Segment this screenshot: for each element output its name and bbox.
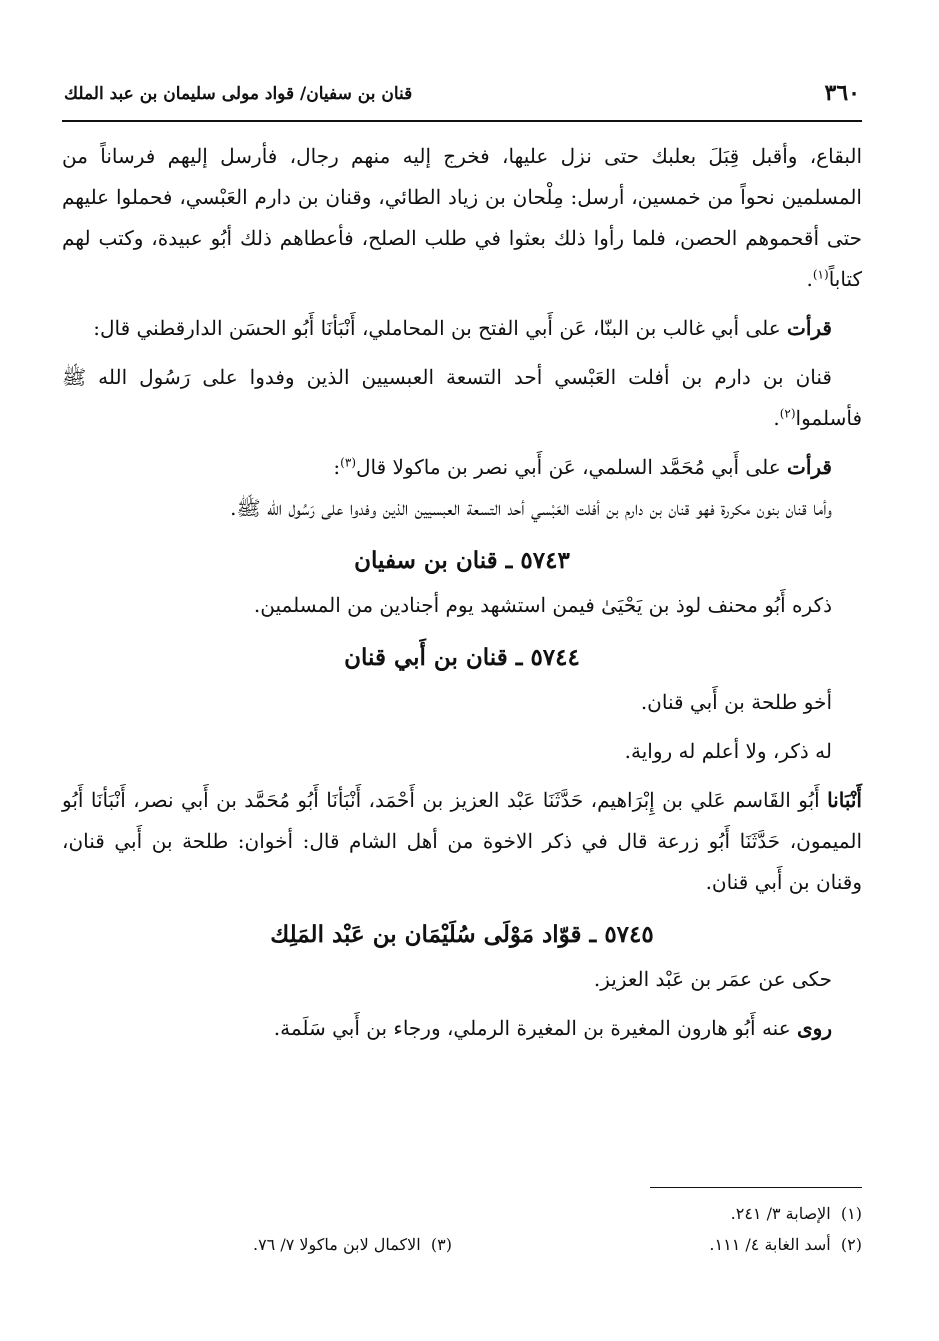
page-number: ٣٦٠ — [824, 80, 860, 106]
footnote-ref-3: (٣) — [340, 455, 356, 470]
running-header — [62, 78, 862, 122]
footnotes — [62, 1187, 862, 1260]
page-content — [62, 78, 862, 1049]
entry-5745-riwaya: روى عنه أَبُو هارون المغيرة بن المغيرة الرملي، ورجاء بن أَبي سَلَمة. — [273, 1016, 832, 1040]
paragraph-lead-word: قرأت — [787, 455, 832, 479]
entry-5744-line-1: أخو طلحة بن أَبي قنان. — [640, 690, 832, 714]
entry-5743-text: ذكره أَبُو محنف لوذ بن يَحْيَىٰ فيمن استشهد يوم أجنادين من المسلمين. — [253, 593, 832, 617]
paragraph-lead-word: أَنْبَانا — [827, 788, 862, 812]
footnote-1: (١) الإصابة ٣/ ٢٤١. — [730, 1204, 862, 1223]
footnote-2: (٢) أسد الغابة ٤/ ١١١. — [709, 1235, 862, 1254]
paragraph-makula-quote: وأما قنان بنون مكررة فهو قنان بن دارم بن أفلت العَبْسي أحد التسعة العبسيين الذين وفدوا على رَسُول الله ﷺ. — [230, 496, 832, 520]
running-title: قنان بن سفيان/ قواد مولى سليمان بن عبد الملك — [64, 84, 413, 104]
footnote-divider — [650, 1187, 862, 1188]
main-text — [62, 136, 862, 1049]
footnote-3: (٣) الاكمال لابن ماكولا ٧/ ٧٦. — [252, 1235, 452, 1254]
footnote-ref-2: (٢) — [779, 406, 796, 421]
footnote-ref-1: (١) — [812, 267, 829, 282]
entry-5744-line-2: له ذكر، ولا أعلم له رواية. — [624, 739, 832, 763]
entry-heading-5745: ٥٧٤٥ ـ قوّاد مَوْلَى سُلَيْمَان بن عَبْد المَلِك — [270, 921, 654, 948]
paragraph-daraqutni-chain: قرأت على أبي غالب بن البنّا، عَن أَبي الفتح بن المحاملي، أَنْبَأنَا أَبُو الحسَن الدارقطني قال: — [93, 316, 832, 340]
entry-5744-isnad: أَنْبَانا أَبُو القَاسم عَلي بن إِبْرَاهيم، حَدَّثَنَا عَبْد العزيز بن أَحْمَد، أَنْبَأنَا أَبُو مُحَمَّد بن أَبي نصر، أَنْبَأنَا أَبُو الميمون، حَدَّثَنَا أَبُو زرعة قال في ذكر الاخوة من أهل الشام قال: أخوان: طلحة بن أَبي قنان، وقنان بن أَبي قنان. — [62, 788, 862, 894]
paragraph-makula-chain: قرأت على أَبي مُحَمَّد السلمي، عَن أَبي نصر بن ماكولا قال$^{(٣)}$: — [333, 455, 832, 479]
footnote-row-2 — [62, 1229, 862, 1260]
entry-5745-line-1: حكى عن عمَر بن عَبْد العزيز. — [593, 967, 832, 991]
paragraph-lead-word: روى — [797, 1016, 832, 1040]
paragraph-lead-word: قرأت — [787, 316, 832, 340]
footnote-row-1 — [62, 1198, 862, 1229]
paragraph-conquest-narrative: البقاع، وأقبل قِبَلَ بعلبك حتى نزل عليها، فخرج إليه منهم رجال، فأرسل إليهم فرساناً من المسلمين نحواً من خمسين، أرسل: مِلْحان بن زياد الطائي، وقنان بن دارم العَبْسي، فحملوا عليهم حتى أقحموهم الحصن، فلما رأوا ذلك بعثوا في طلب الصلح، فأعطاهم ذلك أبُو عبيدة، وكتب لهم كتاباً$^{(١)}$. — [62, 144, 862, 291]
paragraph-qinan-bio: قنان بن دارم بن أفلت العَبْسي أحد التسعة العبسيين الذين وفدوا على رَسُول الله ﷺ فأسلموا$^{(٢)}$. — [62, 365, 862, 430]
entry-heading-5744: ٥٧٤٤ ـ قنان بن أَبي قنان — [344, 644, 580, 671]
entry-heading-5743: ٥٧٤٣ ـ قنان بن سفيان — [354, 547, 570, 574]
